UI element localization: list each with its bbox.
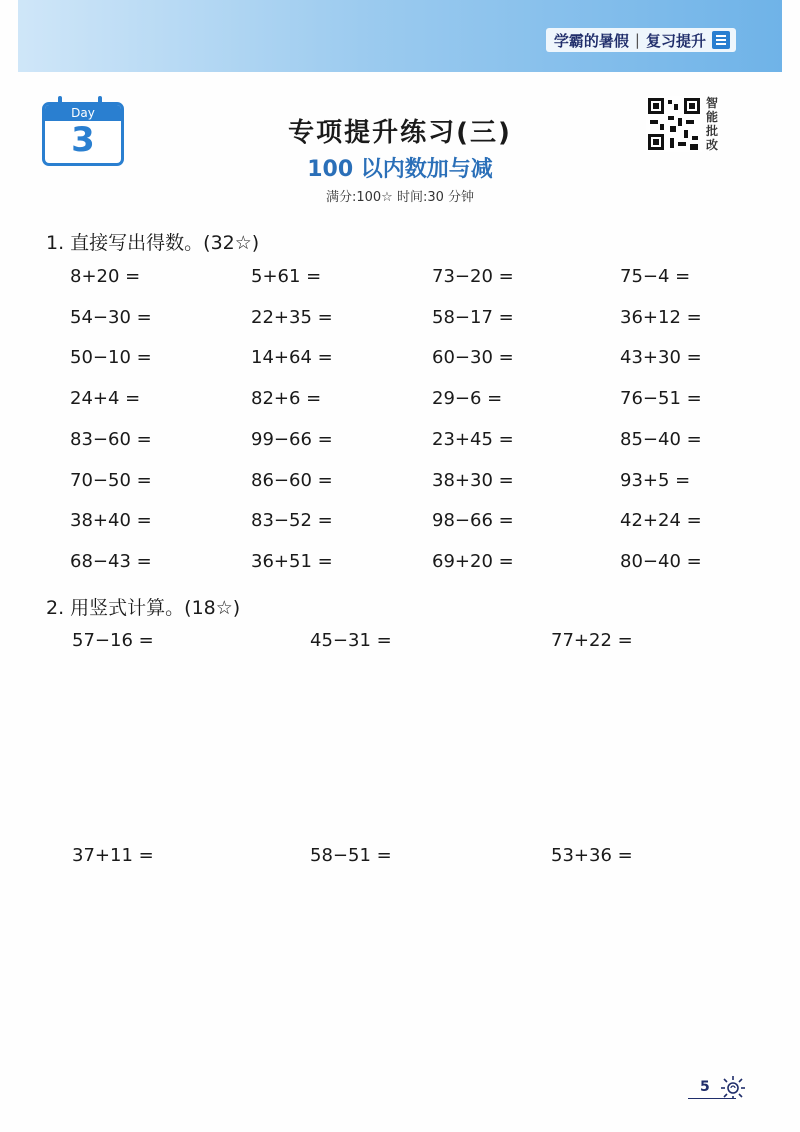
arithmetic-problem: 93+5 = [620,469,691,491]
section2-heading: 2. 用竖式计算。(18☆) [46,597,241,619]
vertical-calc-problem: 53+36 = [551,845,633,866]
page-title: 专项提升练习(三) [288,118,512,148]
brand-left: 学霸的暑假 [553,31,629,50]
arithmetic-problem: 14+64 = [251,347,333,369]
arithmetic-problem: 83−52 = [251,510,333,532]
arithmetic-problem: 50−10 = [70,347,152,369]
arithmetic-problem: 43+30 = [620,347,702,369]
arithmetic-problem: 68−43 = [70,550,152,572]
section1-heading: 1. 直接写出得数。(32☆) [46,232,260,254]
day-label: Day [45,105,121,121]
vertical-calc-problem: 45−31 = [310,630,392,651]
arithmetic-problem: 36+51 = [251,550,333,572]
arithmetic-problem: 69+20 = [432,550,514,572]
arithmetic-problem: 76−51 = [620,388,702,410]
arithmetic-problem: 22+35 = [251,306,333,328]
arithmetic-problem: 8+20 = [70,266,141,287]
arithmetic-problem: 85−40 = [620,428,702,450]
arithmetic-problem: 24+4 = [70,388,141,410]
calendar-ring-icon [98,96,102,110]
arithmetic-problem: 98−66 = [432,510,514,532]
arithmetic-problem: 73−20 = [432,266,514,287]
arithmetic-problem: 42+24 = [620,510,702,532]
arithmetic-problem: 54−30 = [70,306,152,328]
arithmetic-problem: 70−50 = [70,469,152,491]
arithmetic-problem: 38+40 = [70,510,152,532]
arithmetic-problem: 5+61 = [251,266,322,287]
calendar-ring-icon [58,96,62,110]
arithmetic-problem: 58−17 = [432,306,514,328]
day-number: 3 [71,120,95,160]
arithmetic-problem: 80−40 = [620,550,702,572]
arithmetic-problem: 86−60 = [251,469,333,491]
vertical-calc-problem: 37+11 = [72,845,154,866]
arithmetic-problem: 83−60 = [70,428,152,450]
book-icon [712,31,730,49]
brand-right: 复习提升 [645,31,706,50]
arithmetic-problem: 75−4 = [620,266,691,287]
arithmetic-problem: 23+45 = [432,428,514,450]
brand-banner [546,28,736,52]
vertical-calc-problem: 57−16 = [72,630,154,651]
page-number: 5 [700,1079,710,1095]
qr-label: 智能批改 [706,96,719,152]
arithmetic-problem: 82+6 = [251,388,322,410]
arithmetic-problem: 36+12 = [620,306,702,328]
vertical-calc-problem: 58−51 = [310,845,392,866]
arithmetic-problem: 38+30 = [432,469,514,491]
score-time-meta: 满分:100☆ 时间:30 分钟 [325,190,475,205]
brand-separator: | [634,31,640,49]
vertical-calc-problem: 77+22 = [551,630,633,651]
arithmetic-problem: 99−66 = [251,428,333,450]
page-subtitle: 100 以内数加与减 [307,157,493,182]
sun-icon [718,1074,748,1100]
arithmetic-problem: 29−6 = [432,388,503,410]
arithmetic-problem: 60−30 = [432,347,514,369]
qr-code-icon[interactable] [646,96,702,152]
